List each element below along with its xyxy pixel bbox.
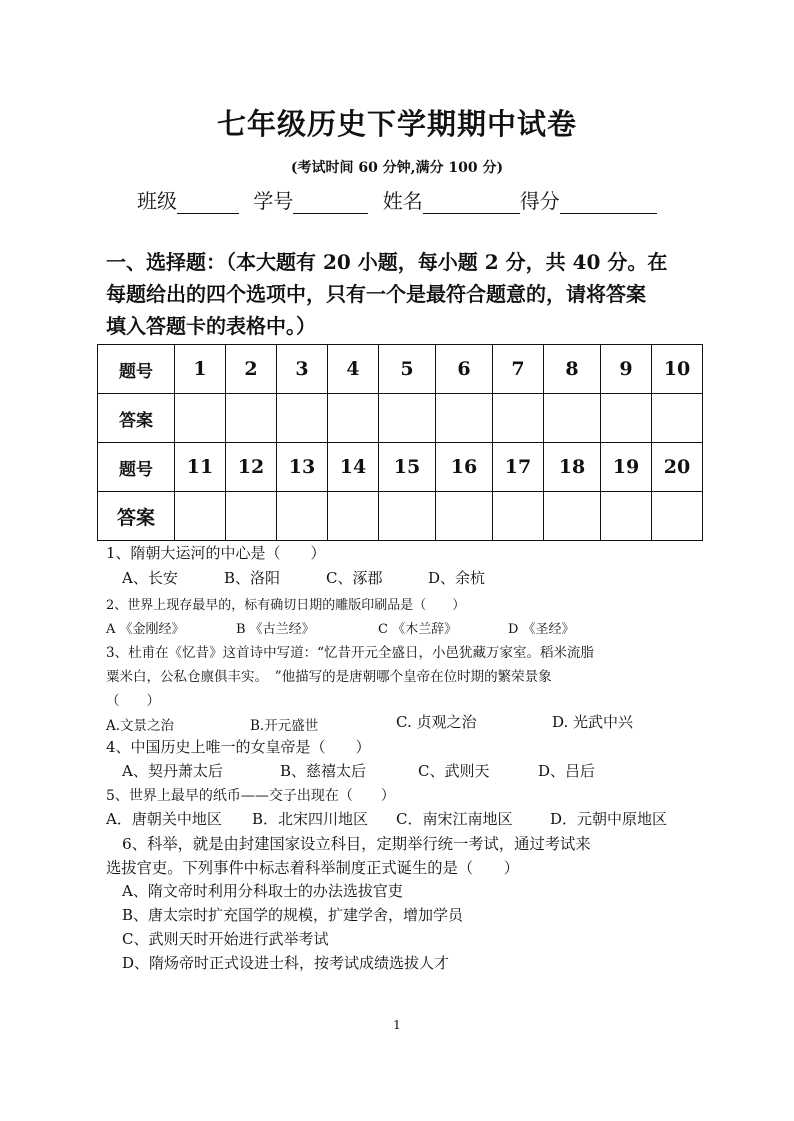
question-number-cell: 2: [226, 345, 277, 394]
question-6-line: 6、科举，就是由封建国家设立科目，定期举行统一考试，通过考试来: [122, 835, 591, 853]
number-header-cell: 题号: [98, 443, 175, 492]
question-number-cell: 7: [493, 345, 544, 394]
answer-cell[interactable]: [601, 394, 652, 443]
name-label: 姓名: [382, 189, 423, 213]
question-number-cell: 18: [544, 443, 601, 492]
q1-option-b: B、洛阳: [224, 569, 281, 587]
answer-cell[interactable]: [436, 394, 493, 443]
q4-option-c: C、武则天: [418, 762, 490, 780]
answer-cell[interactable]: [652, 394, 703, 443]
answer-cell[interactable]: [601, 492, 652, 541]
question-3-line: （ ）: [106, 693, 160, 709]
table-row: [98, 394, 703, 443]
student-id-label: 学号: [253, 189, 294, 213]
score-label: 得分: [519, 189, 560, 213]
question-3-line: 粟米白，公私仓廪俱丰实。 ”他描写的是唐朝哪个皇帝在位时期的繁荣景象: [106, 669, 552, 685]
answer-table: [97, 344, 703, 541]
q4-option-d: D、吕后: [538, 762, 596, 780]
answer-cell[interactable]: [379, 394, 436, 443]
question-number-cell: 10: [652, 345, 703, 394]
q2-option-d: D 《圣经》: [508, 622, 575, 637]
question-6-line: 选拔官吏。下列事件中标志着科举制度正式诞生的是（ ）: [106, 859, 520, 877]
question-number-cell: 16: [436, 443, 493, 492]
answer-header-cell: 答案: [98, 394, 175, 443]
question-number-cell: 9: [601, 345, 652, 394]
answer-cell[interactable]: [652, 492, 703, 541]
q4-option-b: B、慈禧太后: [280, 762, 367, 780]
question-number-cell: 8: [544, 345, 601, 394]
q6-option-b: B、唐太宗时扩充国学的规模，扩建学舍，增加学员: [122, 906, 464, 924]
student-info-line: [137, 185, 657, 214]
name-blank[interactable]: [423, 191, 520, 214]
q4-option-a: A、契丹萧太后: [122, 762, 223, 780]
answer-cell[interactable]: [175, 394, 226, 443]
question-5: 5、世界上最早的纸币——交子出现在（ ）: [106, 788, 395, 804]
answer-cell[interactable]: [328, 394, 379, 443]
question-number-cell: 19: [601, 443, 652, 492]
q5-option-b: B．北宋四川地区: [252, 810, 369, 828]
q3-option-b: B.开元盛世: [250, 718, 319, 734]
question-4: 4、中国历史上唯一的女皇帝是（ ）: [106, 738, 371, 756]
question-number-cell: 12: [226, 443, 277, 492]
question-number-cell: 15: [379, 443, 436, 492]
q6-option-a: A、隋文帝时利用分科取士的办法选拔官吏: [122, 882, 403, 900]
answer-cell[interactable]: [226, 394, 277, 443]
question-number-cell: 3: [277, 345, 328, 394]
answer-cell[interactable]: [379, 492, 436, 541]
question-number-cell: 13: [277, 443, 328, 492]
q2-option-c: C 《木兰辞》: [378, 622, 458, 637]
q3-option-d: D. 光武中兴: [552, 713, 634, 731]
question-1: 1、隋朝大运河的中心是（ ）: [106, 544, 326, 562]
answer-cell[interactable]: [544, 492, 601, 541]
answer-cell[interactable]: [277, 394, 328, 443]
q5-option-d: D．元朝中原地区: [550, 810, 668, 828]
q5-option-c: C．南宋江南地区: [396, 810, 513, 828]
answer-cell[interactable]: [226, 492, 277, 541]
exam-subtitle: (考试时间 60 分钟,满分 100 分): [290, 160, 504, 176]
q6-option-d: D、隋炀帝时正式设进士科，按考试成绩选拔人才: [122, 954, 450, 972]
q1-option-d: D、余杭: [428, 569, 486, 587]
question-number-cell: 17: [493, 443, 544, 492]
exam-title: 七年级历史下学期期中试卷: [216, 107, 577, 141]
q1-option-c: C、涿郡: [326, 569, 383, 587]
table-row: [98, 345, 703, 394]
student-id-blank[interactable]: [293, 191, 368, 214]
class-label: 班级: [137, 189, 177, 213]
q3-option-c: C. 贞观之治: [396, 713, 477, 731]
answer-cell[interactable]: [493, 492, 544, 541]
question-number-cell: 14: [328, 443, 379, 492]
section-heading-line: 每题给出的四个选项中，只有一个是最符合题意的，请将答案: [106, 282, 646, 306]
question-3-line: 3、杜甫在《忆昔》这首诗中写道：“忆昔开元全盛日，小邑犹藏万家室。稻米流脂: [106, 645, 594, 661]
question-number-cell: 11: [175, 443, 226, 492]
question-2: 2、世界上现存最早的，标有确切日期的雕版印刷品是（ ）: [106, 598, 466, 613]
answer-cell[interactable]: [328, 492, 379, 541]
score-blank[interactable]: [560, 191, 657, 214]
answer-cell[interactable]: [436, 492, 493, 541]
table-row: [98, 492, 703, 541]
section-heading-line: 一、选择题：（本大题有 20 小题，每小题 2 分，共 40 分。在: [106, 250, 668, 274]
q1-option-a: A、长安: [122, 569, 178, 587]
question-number-cell: 5: [379, 345, 436, 394]
answer-cell[interactable]: [544, 394, 601, 443]
answer-cell[interactable]: [493, 394, 544, 443]
table-row: [98, 443, 703, 492]
page-number: 1: [393, 1018, 401, 1032]
answer-header-cell: 答案: [98, 492, 175, 541]
class-blank[interactable]: [177, 191, 239, 214]
question-number-cell: 6: [436, 345, 493, 394]
section-heading-line: 填入答题卡的表格中。）: [106, 314, 316, 338]
question-number-cell: 4: [328, 345, 379, 394]
q2-option-b: B 《古兰经》: [236, 622, 315, 637]
q5-option-a: A．唐朝关中地区: [106, 810, 222, 828]
question-number-cell: 1: [175, 345, 226, 394]
q2-option-a: A 《金刚经》: [106, 622, 185, 637]
q3-option-a: A.文景之治: [106, 718, 175, 734]
answer-cell[interactable]: [175, 492, 226, 541]
number-header-cell: 题号: [98, 345, 175, 394]
section-heading: [106, 246, 696, 342]
q6-option-c: C、武则天时开始进行武举考试: [122, 930, 329, 948]
question-number-cell: 20: [652, 443, 703, 492]
answer-cell[interactable]: [277, 492, 328, 541]
